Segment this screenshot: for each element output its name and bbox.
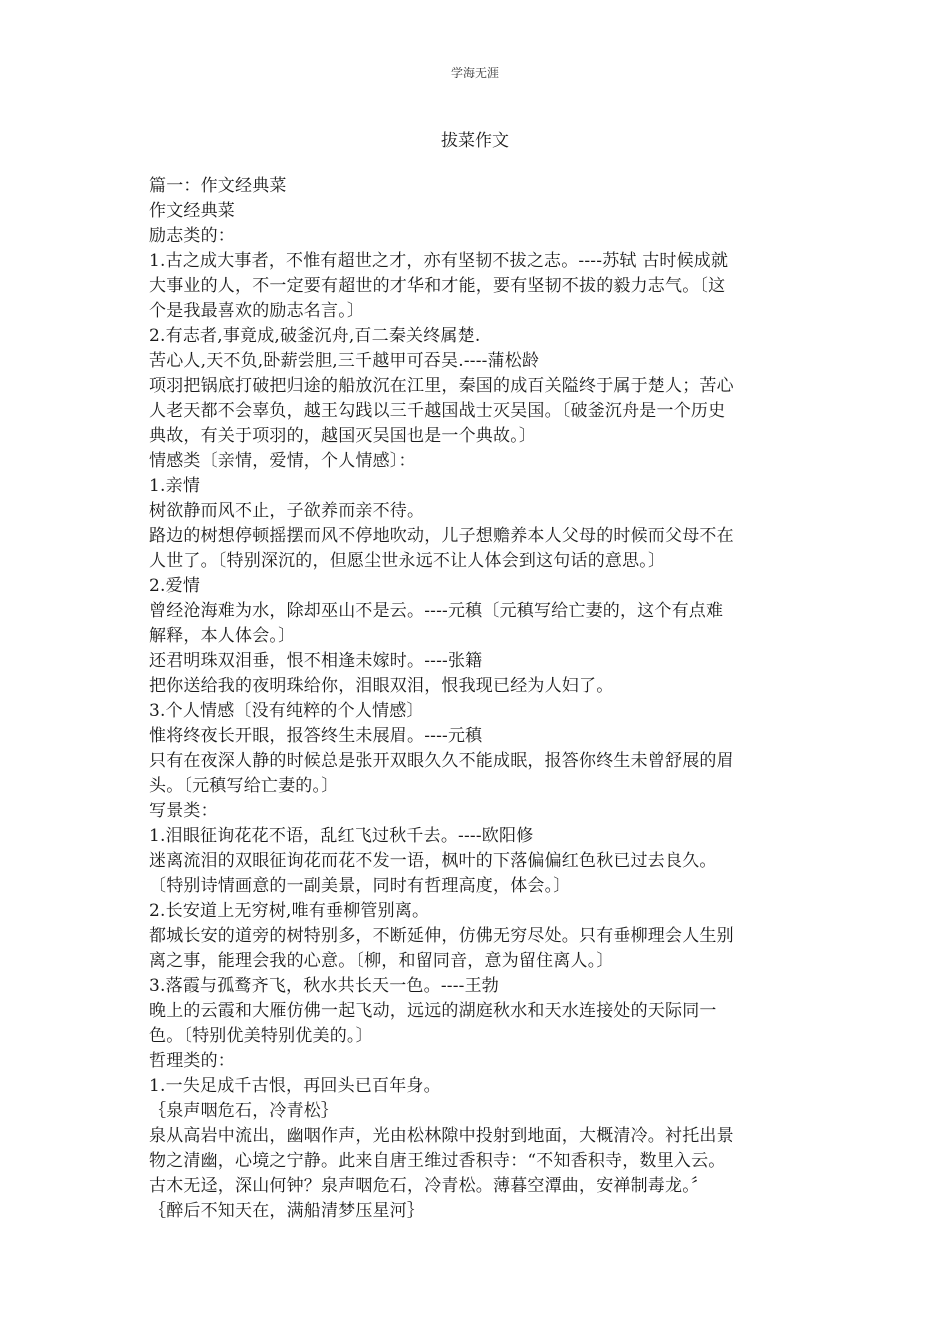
- text-line: 苦心人,天不负,卧薪尝胆,三千越甲可吞吴.----蒲松龄: [149, 351, 540, 371]
- text-line: 泉从高岩中流出，幽咽作声，光由松林隙中投射到地面，大概清冷。衬托出景: [149, 1126, 734, 1146]
- text-line: 2.爱情: [149, 576, 201, 596]
- text-line: 3.落霞与孤鹜齐飞，秋水共长天一色。----王勃: [149, 976, 499, 996]
- text-line: ｛醉后不知天在，满船清梦压星河｝: [149, 1201, 425, 1221]
- text-line: 1.泪眼征询花花不语，乱红飞过秋千去。----欧阳修: [149, 826, 534, 846]
- text-line: 路边的树想停顿摇摆而风不停地吹动，儿子想赡养本人父母的时候而父母不在: [149, 526, 734, 546]
- text-line: 情感类〔亲情，爱情，个人情感〕：: [149, 451, 416, 471]
- document-body: [149, 174, 803, 1224]
- text-line: 2.长安道上无穷树,唯有垂柳管别离。: [149, 901, 430, 921]
- text-line: 作文经典菜: [149, 201, 235, 221]
- text-line: 惟将终夜长开眼，报答终生未展眉。----元稹: [149, 726, 483, 746]
- text-line: 1.一失足成千古恨，再回头已百年身。: [149, 1076, 441, 1096]
- text-line: 大事业的人，不一定要有超世的才华和才能，要有坚韧不拔的毅力志气。〔这: [149, 276, 726, 296]
- text-line: 物之清幽，心境之宁静。此来自唐王维过香积寺：“不知香积寺，数里入云。: [149, 1151, 726, 1171]
- text-line: 树欲静而风不止，子欲养而亲不待。: [149, 501, 425, 521]
- text-line: 都城长安的道旁的树特别多，不断延伸，仿佛无穷尽处。只有垂柳理会人生别: [149, 926, 734, 946]
- text-line: 迷离流泪的双眼征询花而花不发一语，枫叶的下落偏偏红色秋已过去良久。: [149, 851, 717, 871]
- text-line: 曾经沧海难为水，除却巫山不是云。----元稹〔元稹写给亡妻的，这个有点难: [149, 601, 724, 621]
- text-line: 1.古之成大事者，不惟有超世之才，亦有坚韧不拔之志。----苏轼 古时候成就: [149, 251, 729, 271]
- text-line: 离之事，能理会我的心意。〔柳，和留同音，意为留住离人。〕: [149, 951, 614, 971]
- text-line: ｛泉声咽危石，冷青松｝: [149, 1101, 339, 1121]
- text-line: 2.有志者,事竟成,破釜沉舟,百二秦关终属楚.: [149, 326, 481, 346]
- text-line: 还君明珠双泪垂，恨不相逢未嫁时。----张籍: [149, 651, 483, 671]
- text-line: 励志类的：: [149, 226, 235, 246]
- text-line: 哲理类的：: [149, 1051, 235, 1071]
- text-line: 人老天都不会辜负，越王勾践以三千越国战士灭吴国。〔破釜沉舟是一个历史: [149, 401, 726, 421]
- page-header: 学海无涯: [450, 66, 499, 80]
- text-line: 3.个人情感〔没有纯粹的个人情感〕: [149, 701, 424, 721]
- text-line: 解释，本人体会。〕: [149, 626, 296, 646]
- text-line: 篇一：作文经典菜: [149, 176, 287, 196]
- document-title: 拔菜作文: [441, 131, 509, 151]
- text-line: 把你送给我的夜明珠给你，泪眼双泪，恨我现已经为人妇了。: [149, 676, 614, 696]
- text-line: 色。〔特别优美特别优美的。〕: [149, 1026, 373, 1046]
- text-line: 个是我最喜欢的励志名言。〕: [149, 301, 365, 321]
- text-line: 晚上的云霞和大雁仿佛一起飞动，远远的湖庭秋水和天水连接处的天际同一: [149, 1001, 717, 1021]
- text-line: 1.亲情: [149, 476, 201, 496]
- text-line: 写景类：: [149, 801, 218, 821]
- text-line: 人世了。〔特别深沉的，但愿尘世永远不让人体会到这句话的意思。〕: [149, 551, 666, 571]
- text-line: 头。〔元稹写给亡妻的。〕: [149, 776, 339, 796]
- text-line: 〔特别诗情画意的一副美景，同时有哲理高度，体会。〕: [149, 876, 571, 896]
- text-line: 典故，有关于项羽的，越国灭吴国也是一个典故。〕: [149, 426, 537, 446]
- text-line: 古木无迳，深山何钟？泉声咽危石，冷青松。薄暮空潭曲，安禅制毒龙。〞: [149, 1176, 709, 1196]
- text-line: 项羽把锅底打破把归途的船放沉在江里，秦国的成百关隘终于属于楚人；苦心: [149, 376, 734, 396]
- text-line: 只有在夜深人静的时候总是张开双眼久久不能成眠，报答你终生未曾舒展的眉: [149, 751, 734, 771]
